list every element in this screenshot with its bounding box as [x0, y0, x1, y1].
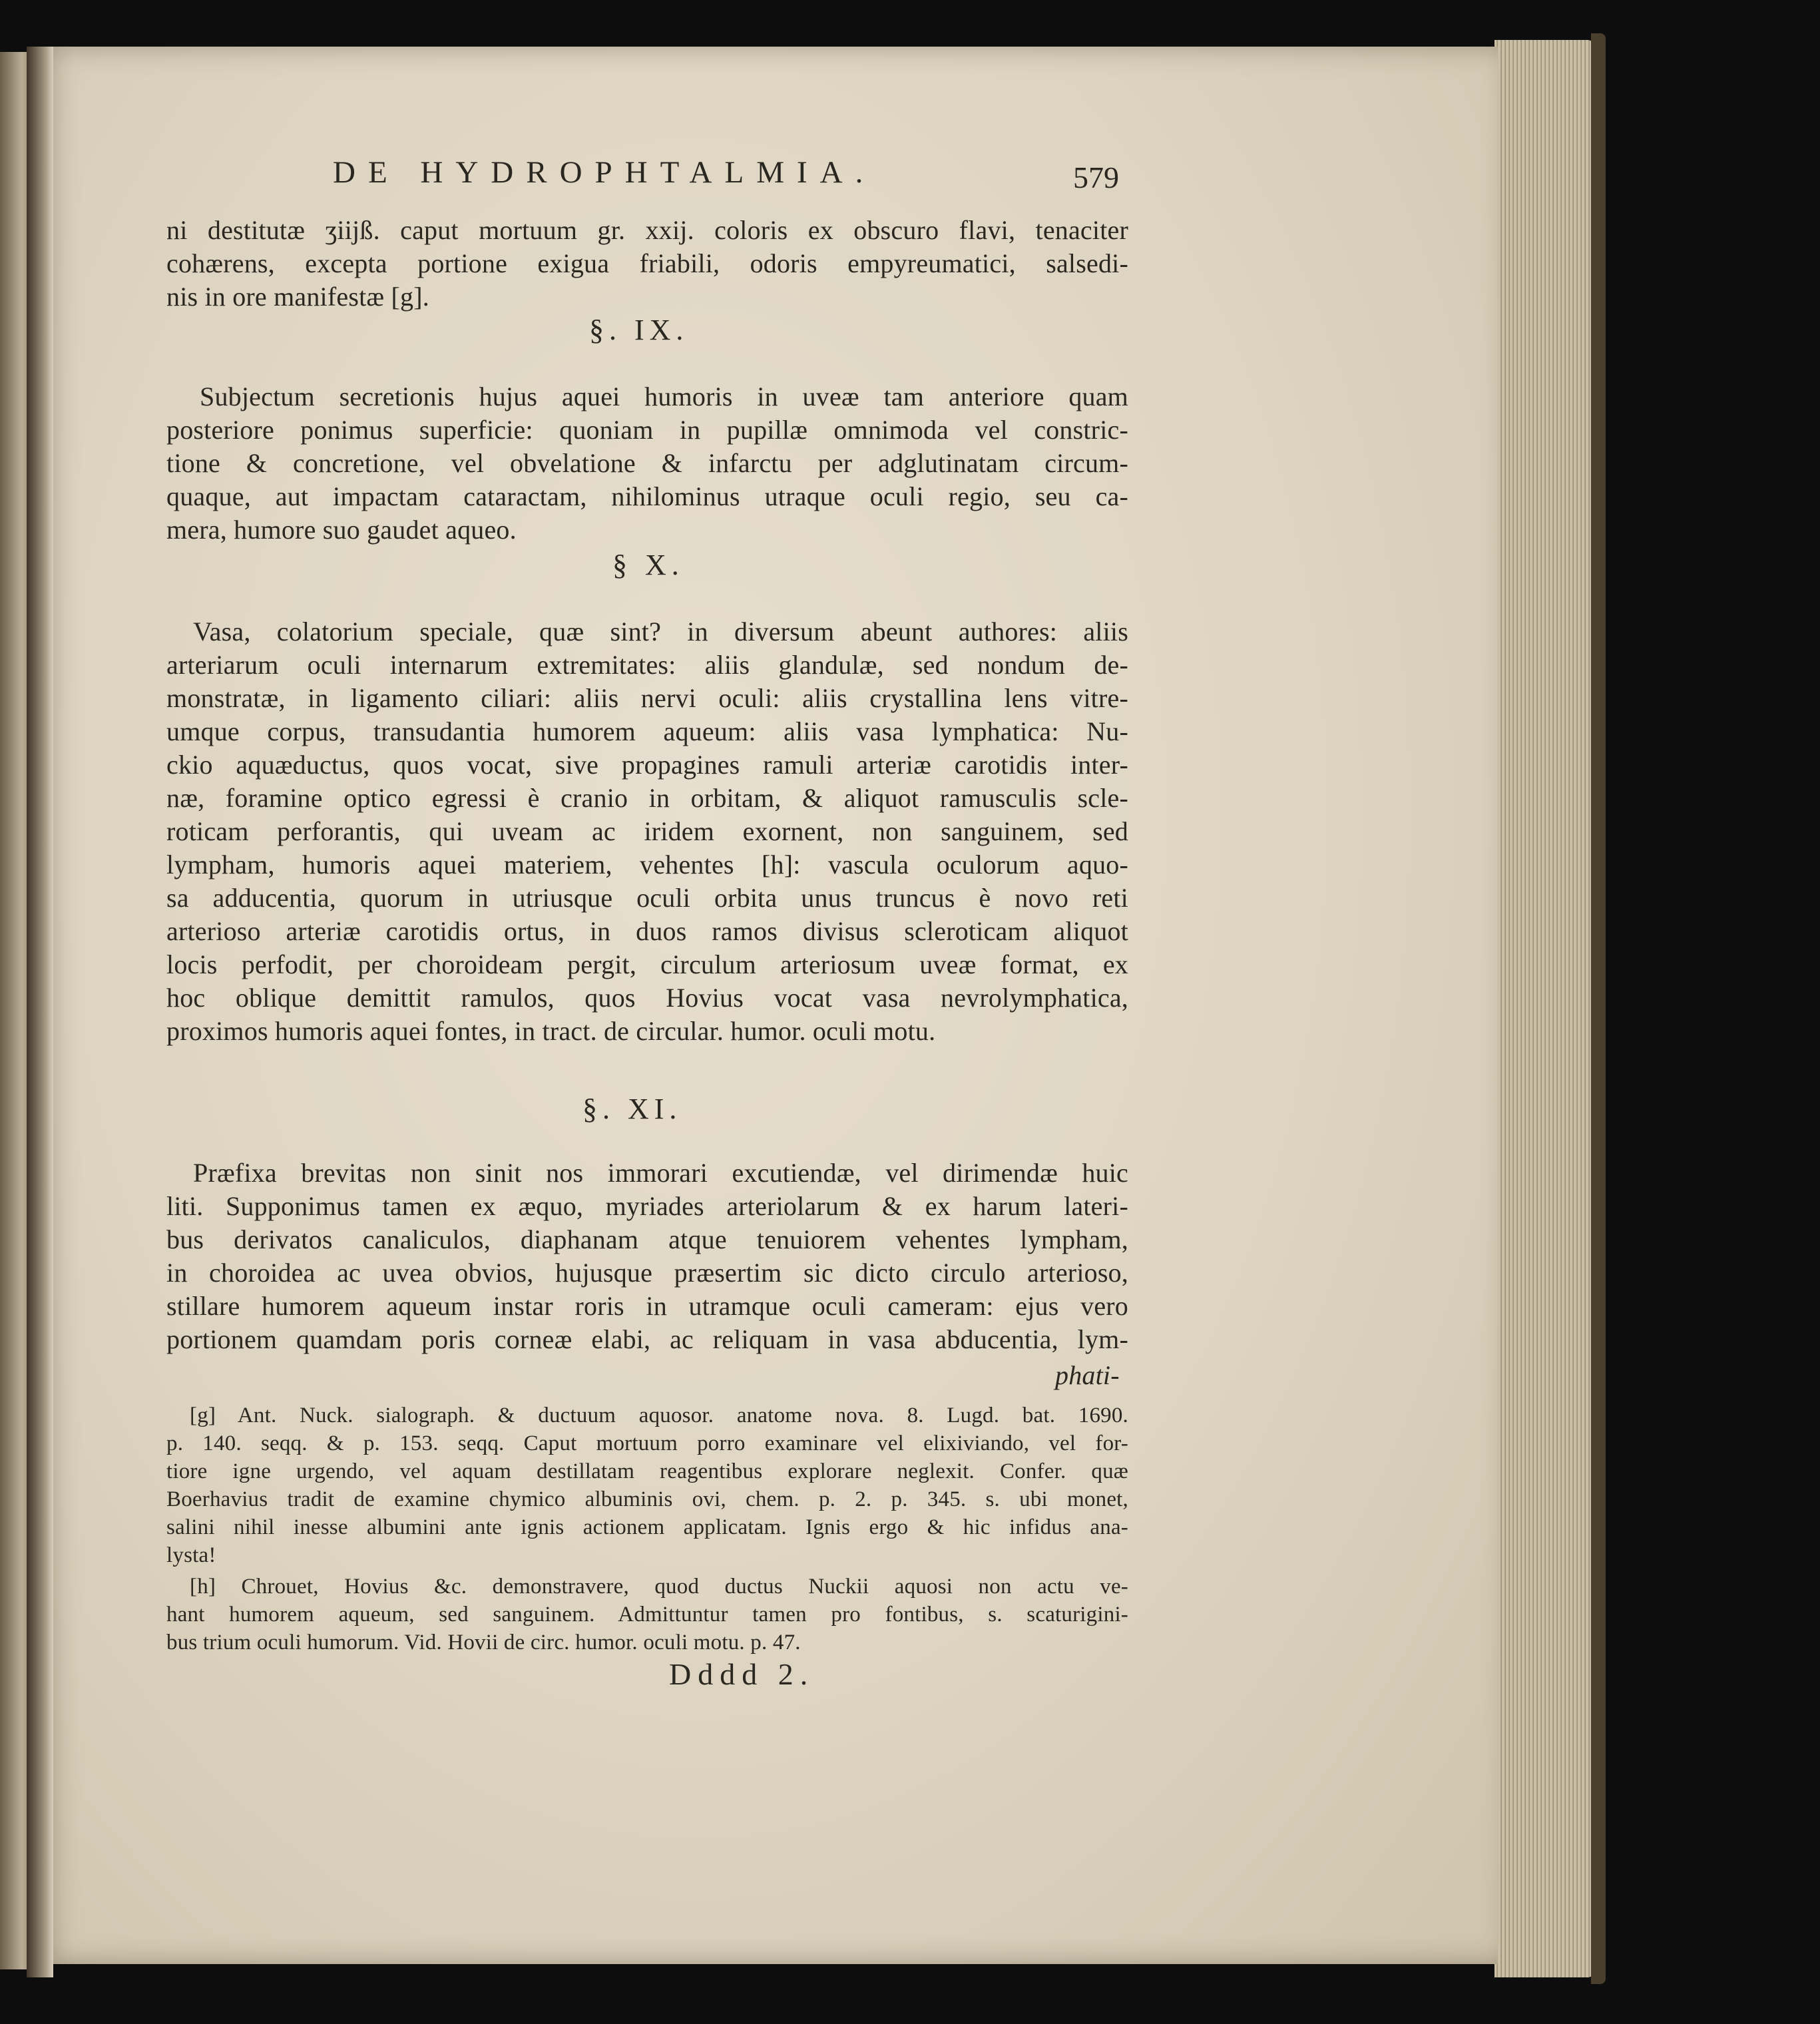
text-line: Vasa, colatorium speciale, quæ sint? in diversum abeunt authores: aliis: [193, 617, 1128, 646]
section-heading: § X.: [612, 549, 684, 581]
text-line: tione & concretione, vel obvelatione & infarctu per adglutinatam circum-: [166, 448, 1128, 478]
text-line: hoc oblique demittit ramulos, quos Hovius vocat vasa nevrolymphatica,: [166, 983, 1128, 1013]
book-gutter: [27, 47, 53, 1977]
footnote-line: tiore igne urgendo, vel aquam destillatam reagentibus explorare neglexit. Confer. quæ: [166, 1459, 1128, 1483]
footnote-line: [h] Chrouet, Hovius &c. demonstravere, quod ductus Nuckii aquosi non actu ve-: [190, 1575, 1128, 1599]
footnote-line: lysta!: [166, 1543, 216, 1567]
text-line: posteriore ponimus superficie: quoniam in pupillæ omnimoda vel constric-: [166, 415, 1128, 445]
text-line: arterioso arteriæ carotidis ortus, in duos ramos divisus scleroticam aliquot: [166, 916, 1128, 946]
text-line: stillare humorem aqueum instar roris in utramque oculi cameram: ejus vero: [166, 1291, 1128, 1321]
text-line: sa adducentia, quorum in utriusque oculi orbita unus truncus è novo reti: [166, 883, 1128, 913]
section-heading: §. IX.: [589, 314, 689, 346]
running-head: DE HYDROPHTALMIA.: [333, 155, 876, 190]
page-number: 579: [1073, 160, 1119, 194]
footnote-line: [g] Ant. Nuck. sialograph. & ductuum aquosor. anatome nova. 8. Lugd. bat. 1690.: [190, 1403, 1128, 1427]
footnote-line: p. 140. seqq. & p. 153. seqq. Caput mortuum porro examinare vel elixiviando, vel for-: [166, 1431, 1128, 1455]
page-stack-edge: [1494, 40, 1594, 1977]
text-line: quaque, aut impactam cataractam, nihilominus utraque oculi regio, seu ca-: [166, 481, 1128, 511]
section-heading: §. XI.: [582, 1093, 682, 1125]
text-line: lympham, humoris aquei materiem, vehentes [h]: vascula oculorum aquo-: [166, 850, 1128, 880]
text-line: monstratæ, in ligamento ciliari: aliis nervi oculi: aliis crystallina lens vitre-: [166, 683, 1128, 713]
footnote-line: Boerhavius tradit de examine chymico albuminis ovi, chem. p. 2. p. 345. s. ubi monet,: [166, 1487, 1128, 1511]
text-line: cohærens, excepta portione exigua friabili, odoris empyreumatici, salsedi-: [166, 248, 1128, 278]
text-line: nis in ore manifestæ [g].: [166, 282, 429, 312]
text-line: arteriarum oculi internarum extremitates: aliis glandulæ, sed nondum de-: [166, 650, 1128, 680]
text-line: Subjectum secretionis hujus aquei humoris in uveæ tam anteriore quam: [200, 381, 1128, 411]
text-line: Præfixa brevitas non sinit nos immorari excutiendæ, vel dirimendæ huic: [193, 1158, 1128, 1188]
text-line: bus derivatos canaliculos, diaphanam atque tenuiorem vehentes lympham,: [166, 1224, 1128, 1254]
footnote-line: hant humorem aqueum, sed sanguinem. Admittuntur tamen pro fontibus, s. scaturigini-: [166, 1603, 1128, 1627]
text-line: in choroidea ac uvea obvios, hujusque præsertim sic dicto circulo arterioso,: [166, 1258, 1128, 1288]
text-line: næ, foramine optico egressi è cranio in orbitam, & aliquot ramusculis scle-: [166, 783, 1128, 813]
signature-mark: Dddd 2.: [669, 1657, 815, 1691]
text-line: ckio aquæductus, quos vocat, sive propagines ramuli arteriæ carotidis inter-: [166, 750, 1128, 780]
book-cover-edge: [1591, 33, 1606, 1984]
text-line: locis perfodit, per choroideam pergit, circulum arteriosum uveæ format, ex: [166, 949, 1128, 979]
text-line: portionem quamdam poris corneæ elabi, ac reliquam in vasa abducentia, lym-: [166, 1324, 1128, 1354]
text-line: proximos humoris aquei fontes, in tract. de circular. humor. oculi motu.: [166, 1016, 936, 1046]
text-line: umque corpus, transudantia humorem aqueum: aliis vasa lymphatica: Nu-: [166, 716, 1128, 746]
text-line: liti. Supponimus tamen ex æquo, myriades arteriolarum & ex harum lateri-: [166, 1191, 1128, 1221]
text-line: roticam perforantis, qui uveam ac iridem exornent, non sanguinem, sed: [166, 816, 1128, 846]
text-line: ni destitutæ ʒiijß. caput mortuum gr. xxij. coloris ex obscuro flavi, tenaciter: [166, 215, 1128, 245]
footnote-line: salini nihil inesse albumini ante ignis actionem applicatam. Ignis ergo & hic infidus ana-: [166, 1515, 1128, 1539]
text-line: mera, humore suo gaudet aqueo.: [166, 515, 517, 545]
footnote-line: bus trium oculi humorum. Vid. Hovii de circ. humor. oculi motu. p. 47.: [166, 1631, 801, 1654]
catchword: phati-: [1055, 1360, 1120, 1390]
